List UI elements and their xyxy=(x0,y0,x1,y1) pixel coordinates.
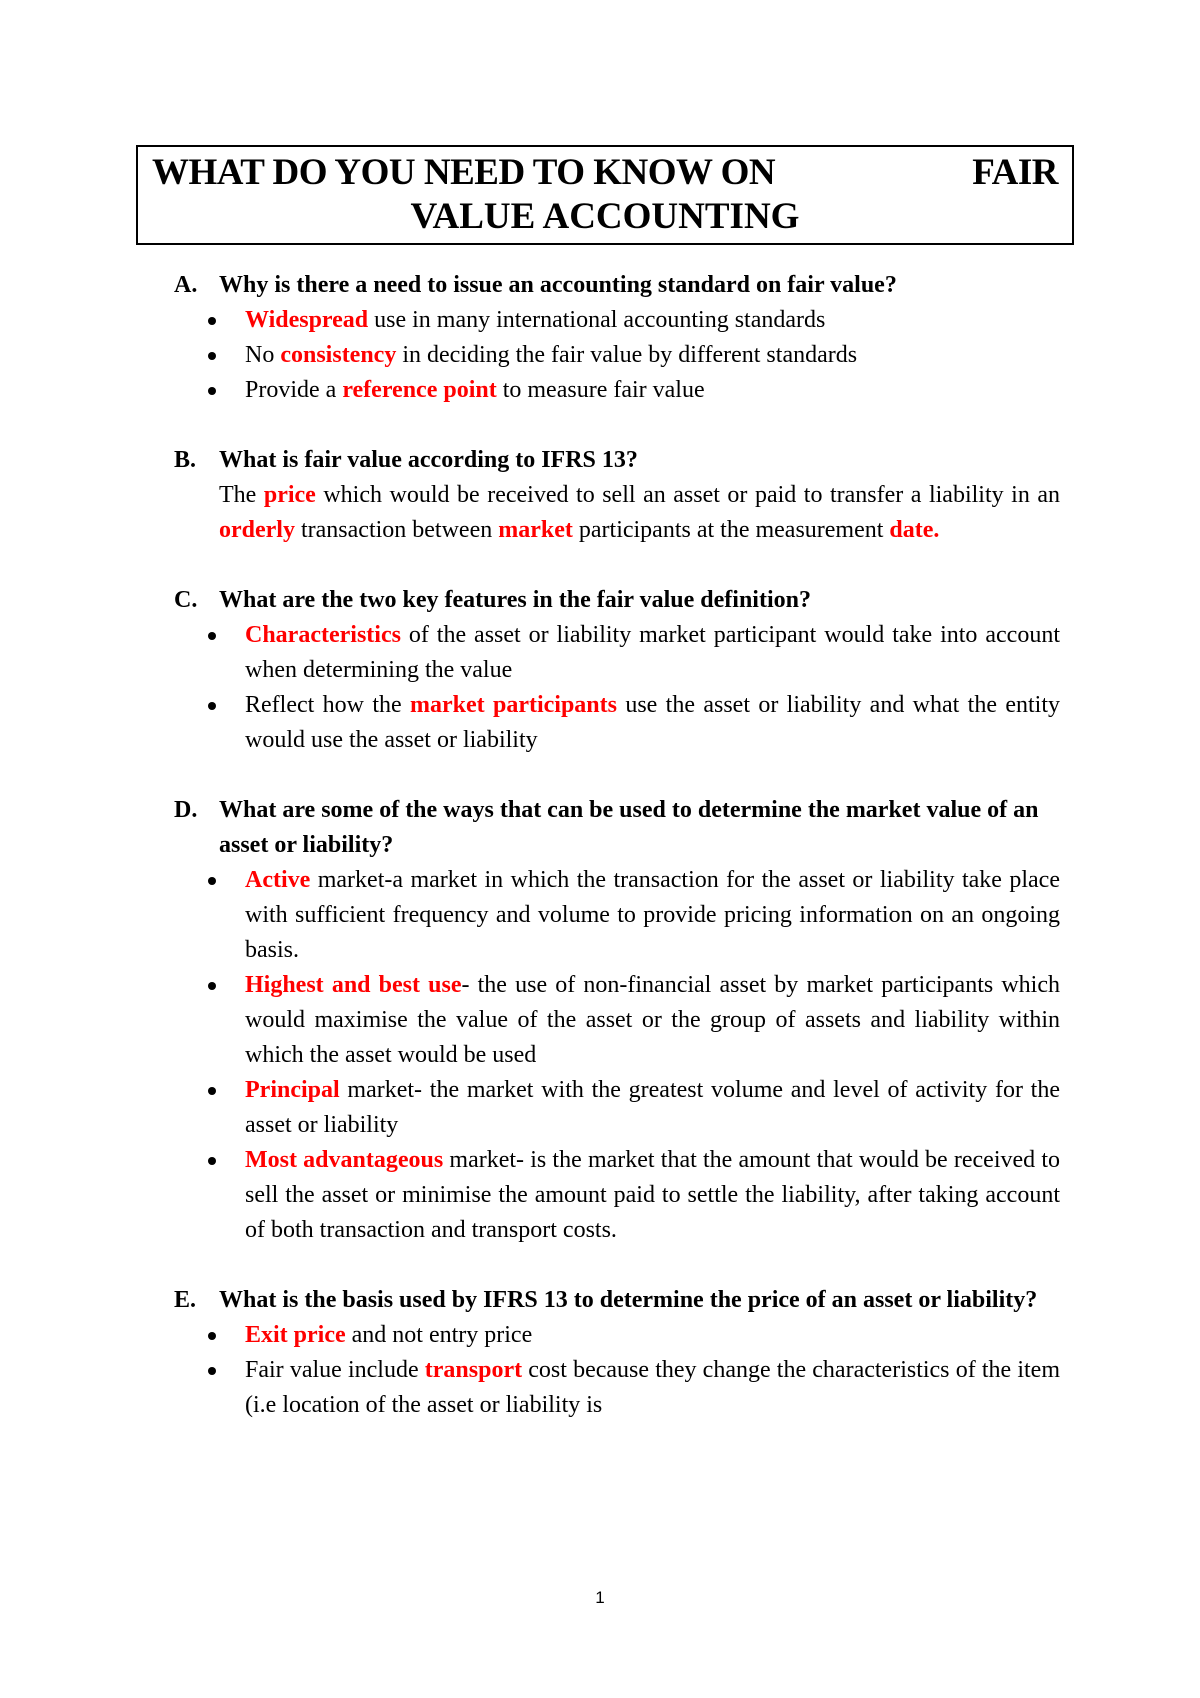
bullet-text: - the use of non-financial asset by market participants which would maximise the value of the asset or the group of assets and liability within which the asset would be used xyxy=(245,972,1060,1068)
title-line-1 xyxy=(138,151,1072,195)
bullet-text: No xyxy=(245,342,281,368)
section-e xyxy=(174,1283,1060,1423)
page-number: 1 xyxy=(595,1588,605,1607)
question-letter: B. xyxy=(174,447,197,473)
bullet-text: in deciding the fair value by different standards xyxy=(396,342,858,368)
bullet-list xyxy=(174,863,1060,1248)
bullet-list xyxy=(174,618,1060,758)
highlight-term: Principal xyxy=(245,1077,340,1103)
list-item xyxy=(245,968,1060,1073)
question-b xyxy=(174,443,1060,478)
list-item xyxy=(245,373,1060,408)
highlight-term: market xyxy=(498,517,573,543)
highlight-term: orderly xyxy=(219,517,295,543)
bullet-text: use the asset or liability and what the entity would use the asset or liability xyxy=(245,692,1060,753)
highlight-term: Exit price xyxy=(245,1322,346,1348)
highlight-term: Widespread xyxy=(245,307,369,333)
bullet-list xyxy=(174,1318,1060,1423)
section-a xyxy=(174,268,1060,408)
bullet-text: and not entry price xyxy=(345,1322,533,1348)
highlight-term: Most advantageous xyxy=(245,1147,444,1173)
highlight-term: reference point xyxy=(342,377,497,403)
list-item xyxy=(245,618,1060,688)
bullet-text: cost because they change the characteristics of the item (i.e location of the asset or liability is xyxy=(245,1357,1060,1418)
answer-text: transaction between xyxy=(294,517,499,543)
list-item xyxy=(245,1353,1060,1423)
question-text: What is fair value according to IFRS 13? xyxy=(219,447,638,473)
bullet-text: Provide a xyxy=(245,377,343,403)
answer-b xyxy=(219,478,1060,548)
list-item xyxy=(245,688,1060,758)
question-text: What are some of the ways that can be used to determine the market value of an asset or liability? xyxy=(219,797,1039,858)
spacer xyxy=(174,758,1060,793)
list-item xyxy=(245,863,1060,968)
highlight-term: Characteristics xyxy=(245,622,401,648)
bullet-text: market- the market with the greatest volume and level of activity for the asset or liability xyxy=(245,1077,1060,1138)
spacer xyxy=(174,548,1060,583)
highlight-term: consistency xyxy=(280,342,397,368)
section-b xyxy=(174,443,1060,548)
question-c xyxy=(174,583,1060,618)
highlight-term: Highest and best use xyxy=(245,972,462,998)
document-title xyxy=(136,145,1074,245)
document-body xyxy=(174,268,1060,1423)
question-letter: D. xyxy=(174,797,198,823)
section-d xyxy=(174,793,1060,1248)
bullet-text: Reflect how the xyxy=(245,692,410,718)
list-item xyxy=(245,1143,1060,1248)
bullet-text: use in many international accounting standards xyxy=(368,307,826,333)
question-letter: A. xyxy=(174,272,198,298)
bullet-text: to measure fair value xyxy=(496,377,705,403)
question-d xyxy=(174,793,1060,863)
answer-text: which would be received to sell an asset or paid to transfer a liability in an xyxy=(315,482,1061,508)
highlight-term: transport xyxy=(424,1357,523,1383)
question-letter: C. xyxy=(174,587,198,613)
title-line-1-left: WHAT DO YOU NEED TO KNOW ON xyxy=(152,152,776,193)
title-line-2: VALUE ACCOUNTING xyxy=(410,196,800,237)
question-text: What are the two key features in the fair value definition? xyxy=(219,587,811,613)
highlight-term: market participants xyxy=(409,692,617,718)
highlight-term: Active xyxy=(245,867,311,893)
question-a xyxy=(174,268,1060,303)
spacer xyxy=(174,1248,1060,1283)
list-item xyxy=(245,303,1060,338)
question-text: Why is there a need to issue an accounting standard on fair value? xyxy=(219,272,897,298)
question-e xyxy=(174,1283,1060,1318)
spacer xyxy=(174,408,1060,443)
question-letter: E. xyxy=(174,1287,197,1313)
section-c xyxy=(174,583,1060,758)
title-line-1-right: FAIR xyxy=(972,152,1058,193)
highlight-term: price xyxy=(263,482,316,508)
question-text: What is the basis used by IFRS 13 to determine the price of an asset or liability? xyxy=(219,1287,1038,1313)
highlight-term: date. xyxy=(889,517,940,543)
bullet-text: market- is the market that the amount that would be received to sell the asset or minimise the amount paid to settle the liability, after taking account of both transaction and transport costs. xyxy=(245,1147,1061,1243)
answer-text: The xyxy=(219,482,264,508)
list-item xyxy=(245,1073,1060,1143)
bullet-list xyxy=(174,303,1060,408)
bullet-text: Fair value include xyxy=(245,1357,425,1383)
answer-text: participants at the measurement xyxy=(572,517,890,543)
list-item xyxy=(245,338,1060,373)
list-item xyxy=(245,1318,1060,1353)
bullet-text: market-a market in which the transaction for the asset or liability take place with sufficient frequency and volume to provide pricing information on an ongoing basis. xyxy=(245,867,1060,963)
bullet-text: of the asset or liability market participant would take into account when determining the value xyxy=(245,622,1060,683)
